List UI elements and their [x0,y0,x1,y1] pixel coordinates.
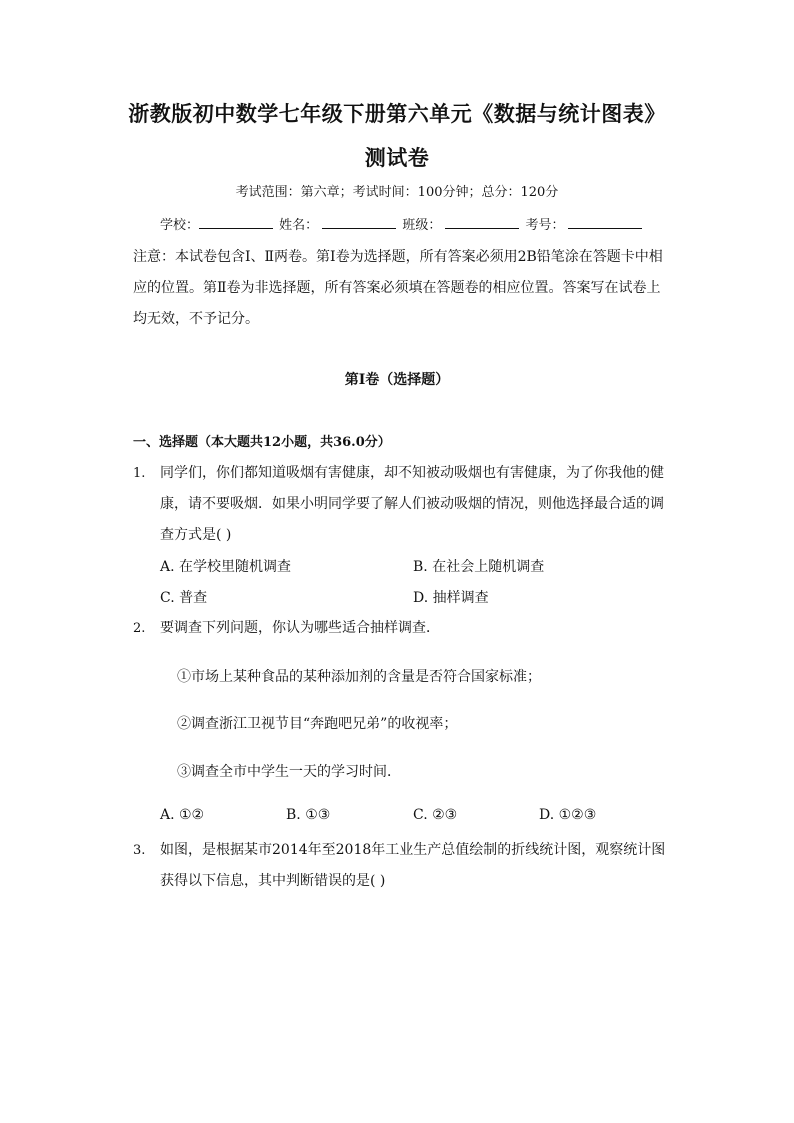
part-heading: 一、选择题（本大题共12小题，共36.0分） [133,435,391,450]
exam-meta: 考试范围：第六章；考试时间：100分钟；总分：120分 [235,185,559,200]
question-2-option-d: D. ①②③ [539,807,597,823]
question-2-item-3: ③调查全市中学生一天的学习时间． [177,764,401,780]
question-2-number: 2. [133,621,146,636]
class-blank [445,216,519,229]
question-2-text: 要调查下列问题，你认为哪些适合抽样调查． [160,620,440,636]
number-blank [568,216,642,229]
question-3-text: 如图，是根据某市2014年至2018年工业生产总值绘制的折线统计图，观察统计图获得以下信息，其中判断错误的是( ) [160,842,666,889]
question-2-item-1: ①市场上某种食品的某种添加剂的含量是否符合国家标准； [177,669,541,685]
name-label: 姓名： [279,218,319,233]
question-2-item-2: ②调查浙江卫视节目“奔跑吧兄弟”的收视率； [177,716,458,732]
exam-subtitle: 测试卷 [364,145,430,170]
question-2-option-b: B. ①③ [286,807,331,823]
exam-title: 浙教版初中数学七年级下册第六单元《数据与统计图表》 [128,101,666,126]
question-1-option-c: C. 普查 [160,590,208,606]
class-label: 班级： [402,218,442,233]
question-1-text: 同学们，你们都知道吸烟有害健康，却不知被动吸烟也有害健康，为了你我他的健康，请不要吸烟．如果小明同学要了解人们被动吸烟的情况，则他选择最合适的调查方式是( ) [160,465,664,543]
number-label: 考号： [525,218,565,233]
question-2-option-a: A. ①② [160,807,205,823]
question-1-option-b: B. 在社会上随机调查 [413,559,545,575]
exam-notice: 注意：本试卷包含Ⅰ、Ⅱ两卷。第Ⅰ卷为选择题，所有答案必须用2B铅笔涂在答题卡中相应的位置。第Ⅱ卷为非选择题，所有答案必须填在答题卷的相应位置。答案写在试卷上均无效，不予记分。 [133,249,663,327]
section-heading: 第Ⅰ卷（选择题） [344,372,450,388]
school-blank [199,216,273,229]
name-blank [322,216,396,229]
question-1-option-a: A. 在学校里随机调查 [160,559,292,575]
question-2-option-c: C. ②③ [413,807,458,823]
student-info-fields [160,214,644,233]
question-1-option-d: D. 抽样调查 [413,590,489,606]
question-3-number: 3. [133,843,146,858]
school-label: 学校： [160,218,200,233]
question-1-number: 1. [133,466,146,481]
